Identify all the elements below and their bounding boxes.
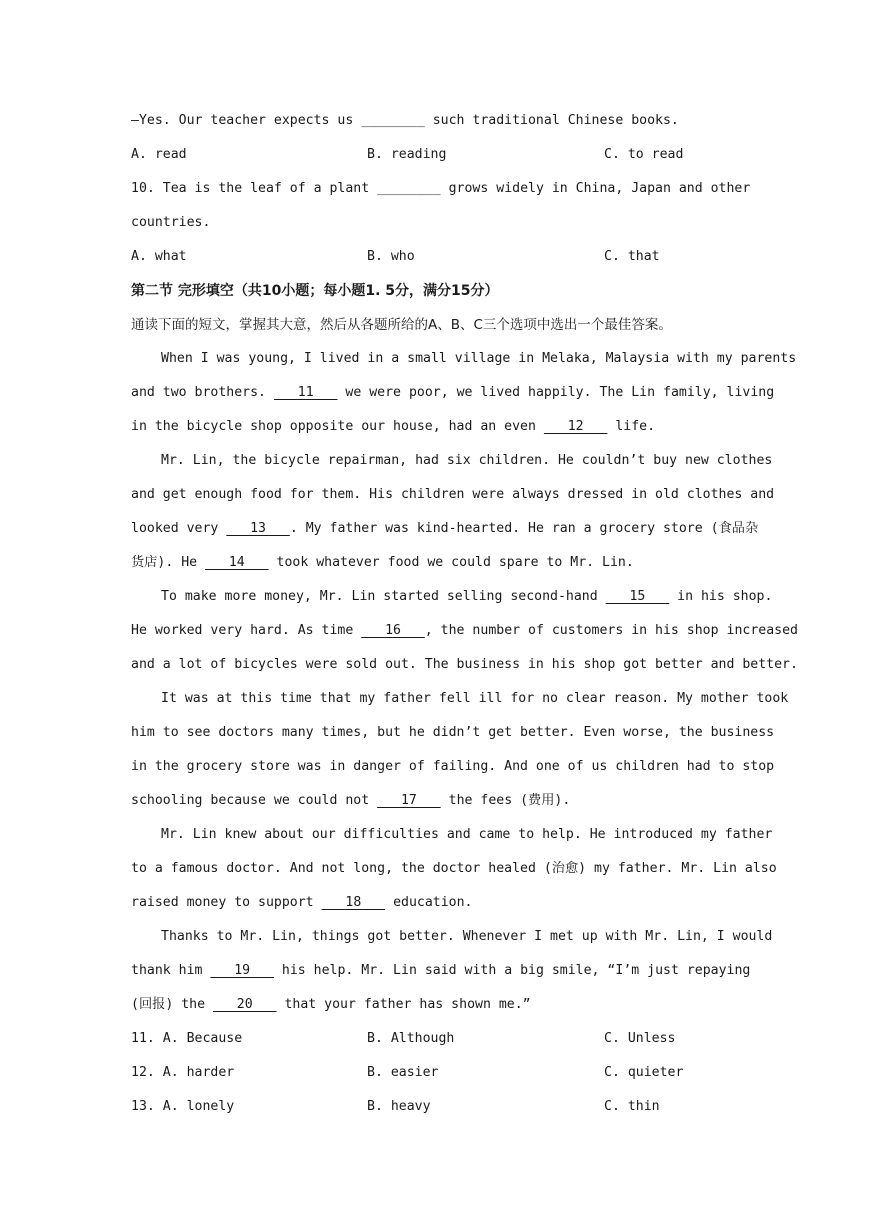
passage-p6-line-2: thank him 19 his help. Mr. Lin said with a big smile, “I’m just repaying	[131, 963, 751, 978]
q9-option-b: B. reading	[367, 147, 447, 162]
q10-option-c: C. that	[604, 249, 660, 264]
section-heading: 第二节 完形填空（共10小题；每小题1. 5分，满分15分）	[131, 283, 499, 299]
answer-option-c: C. thin	[604, 1099, 660, 1114]
passage-p4-line-2: him to see doctors many times, but he didn’t get better. Even worse, the business	[131, 725, 775, 740]
answer-row	[131, 1090, 737, 1124]
q10-text: 10. Tea is the leaf of a plant	[131, 181, 378, 196]
answer-option-b: B. easier	[367, 1065, 439, 1080]
q10-text-end: grows widely in China, Japan and other	[440, 181, 751, 196]
blank-16: 16	[361, 623, 425, 638]
q9-option-a: A. read	[131, 147, 187, 162]
passage-p6-line-3: (回报) the 20 that your father has shown me.”	[131, 997, 531, 1012]
passage-p1-line-2: and two brothers. 11 we were poor, we lived happily. The Lin family, living	[131, 385, 775, 400]
passage-p1-line-3: in the bicycle shop opposite our house, had an even 12 life.	[131, 419, 656, 434]
q9-text-end: such traditional Chinese books.	[424, 113, 679, 128]
passage-p2-line-1: Mr. Lin, the bicycle repairman, had six children. He couldn’t buy new clothes	[161, 453, 773, 468]
blank-19: 19	[210, 963, 274, 978]
answer-option-b: B. Although	[367, 1031, 455, 1046]
q10-blank: ________	[377, 181, 441, 196]
q10-options	[131, 240, 737, 274]
passage-p2-line-2: and get enough food for them. His children were always dressed in old clothes and	[131, 487, 775, 502]
q10-line-1	[131, 172, 751, 206]
answer-option-a: 13. A. lonely	[131, 1099, 235, 1114]
passage-p5-line-3: raised money to support 18 education.	[131, 895, 473, 910]
q9-options	[131, 138, 737, 172]
q10-option-b: B. who	[367, 249, 415, 264]
passage-p1-line-1: When I was young, I lived in a small village in Melaka, Malaysia with my parents	[161, 351, 797, 366]
blank-12: 12	[543, 419, 608, 434]
passage-p5-line-1: Mr. Lin knew about our difficulties and came to help. He introduced my father	[161, 827, 773, 842]
q9-option-c: C. to read	[604, 147, 684, 162]
passage-p3-line-2: He worked very hard. As time 16 , the number of customers in his shop increased	[131, 623, 798, 638]
passage-p6-line-1: Thanks to Mr. Lin, things got better. Whenever I met up with Mr. Lin, I would	[161, 929, 773, 944]
blank-17: 17	[377, 793, 441, 808]
answer-option-c: C. quieter	[604, 1065, 684, 1080]
q10-line-2: countries.	[131, 215, 211, 230]
passage-p3-line-1: To make more money, Mr. Lin started selling second-hand 15 in his shop.	[161, 589, 773, 604]
blank-18: 18	[321, 895, 386, 910]
blank-14: 14	[205, 555, 269, 570]
section-instruction: 通读下面的短文，掌握其大意，然后从各题所给的A、B、C三个选项中选出一个最佳答案。	[131, 317, 672, 333]
q9-text: —Yes. Our teacher expects us	[131, 113, 362, 128]
answer-option-b: B. heavy	[367, 1099, 431, 1114]
answer-option-c: C. Unless	[604, 1031, 676, 1046]
answer-row	[131, 1022, 737, 1056]
answer-option-a: 12. A. harder	[131, 1065, 235, 1080]
passage-p2-line-4: 货店). He 14 took whatever food we could spare to Mr. Lin.	[131, 555, 634, 570]
answer-option-a: 11. A. Because	[131, 1031, 243, 1046]
blank-20: 20	[212, 997, 277, 1012]
blank-13: 13	[226, 521, 290, 536]
q9-line	[131, 104, 737, 138]
blank-11: 11	[273, 385, 338, 400]
answer-row	[131, 1056, 737, 1090]
exam-page	[131, 104, 798, 1124]
passage-p2-line-3: looked very 13 . My father was kind-hearted. He ran a grocery store (食品杂	[131, 521, 759, 536]
passage-p5-line-2: to a famous doctor. And not long, the doctor healed (治愈) my father. Mr. Lin also	[131, 861, 777, 876]
q10-option-a: A. what	[131, 249, 187, 264]
passage-p4-line-1: It was at this time that my father fell ill for no clear reason. My mother took	[161, 691, 789, 706]
passage-p4-line-3: in the grocery store was in danger of failing. And one of us children had to stop	[131, 759, 775, 774]
passage-p3-line-3: and a lot of bicycles were sold out. The business in his shop got better and better.	[131, 657, 798, 672]
passage-p4-line-4: schooling because we could not 17 the fees (费用).	[131, 793, 571, 808]
blank-15: 15	[605, 589, 670, 604]
q9-blank: ________	[361, 113, 425, 128]
